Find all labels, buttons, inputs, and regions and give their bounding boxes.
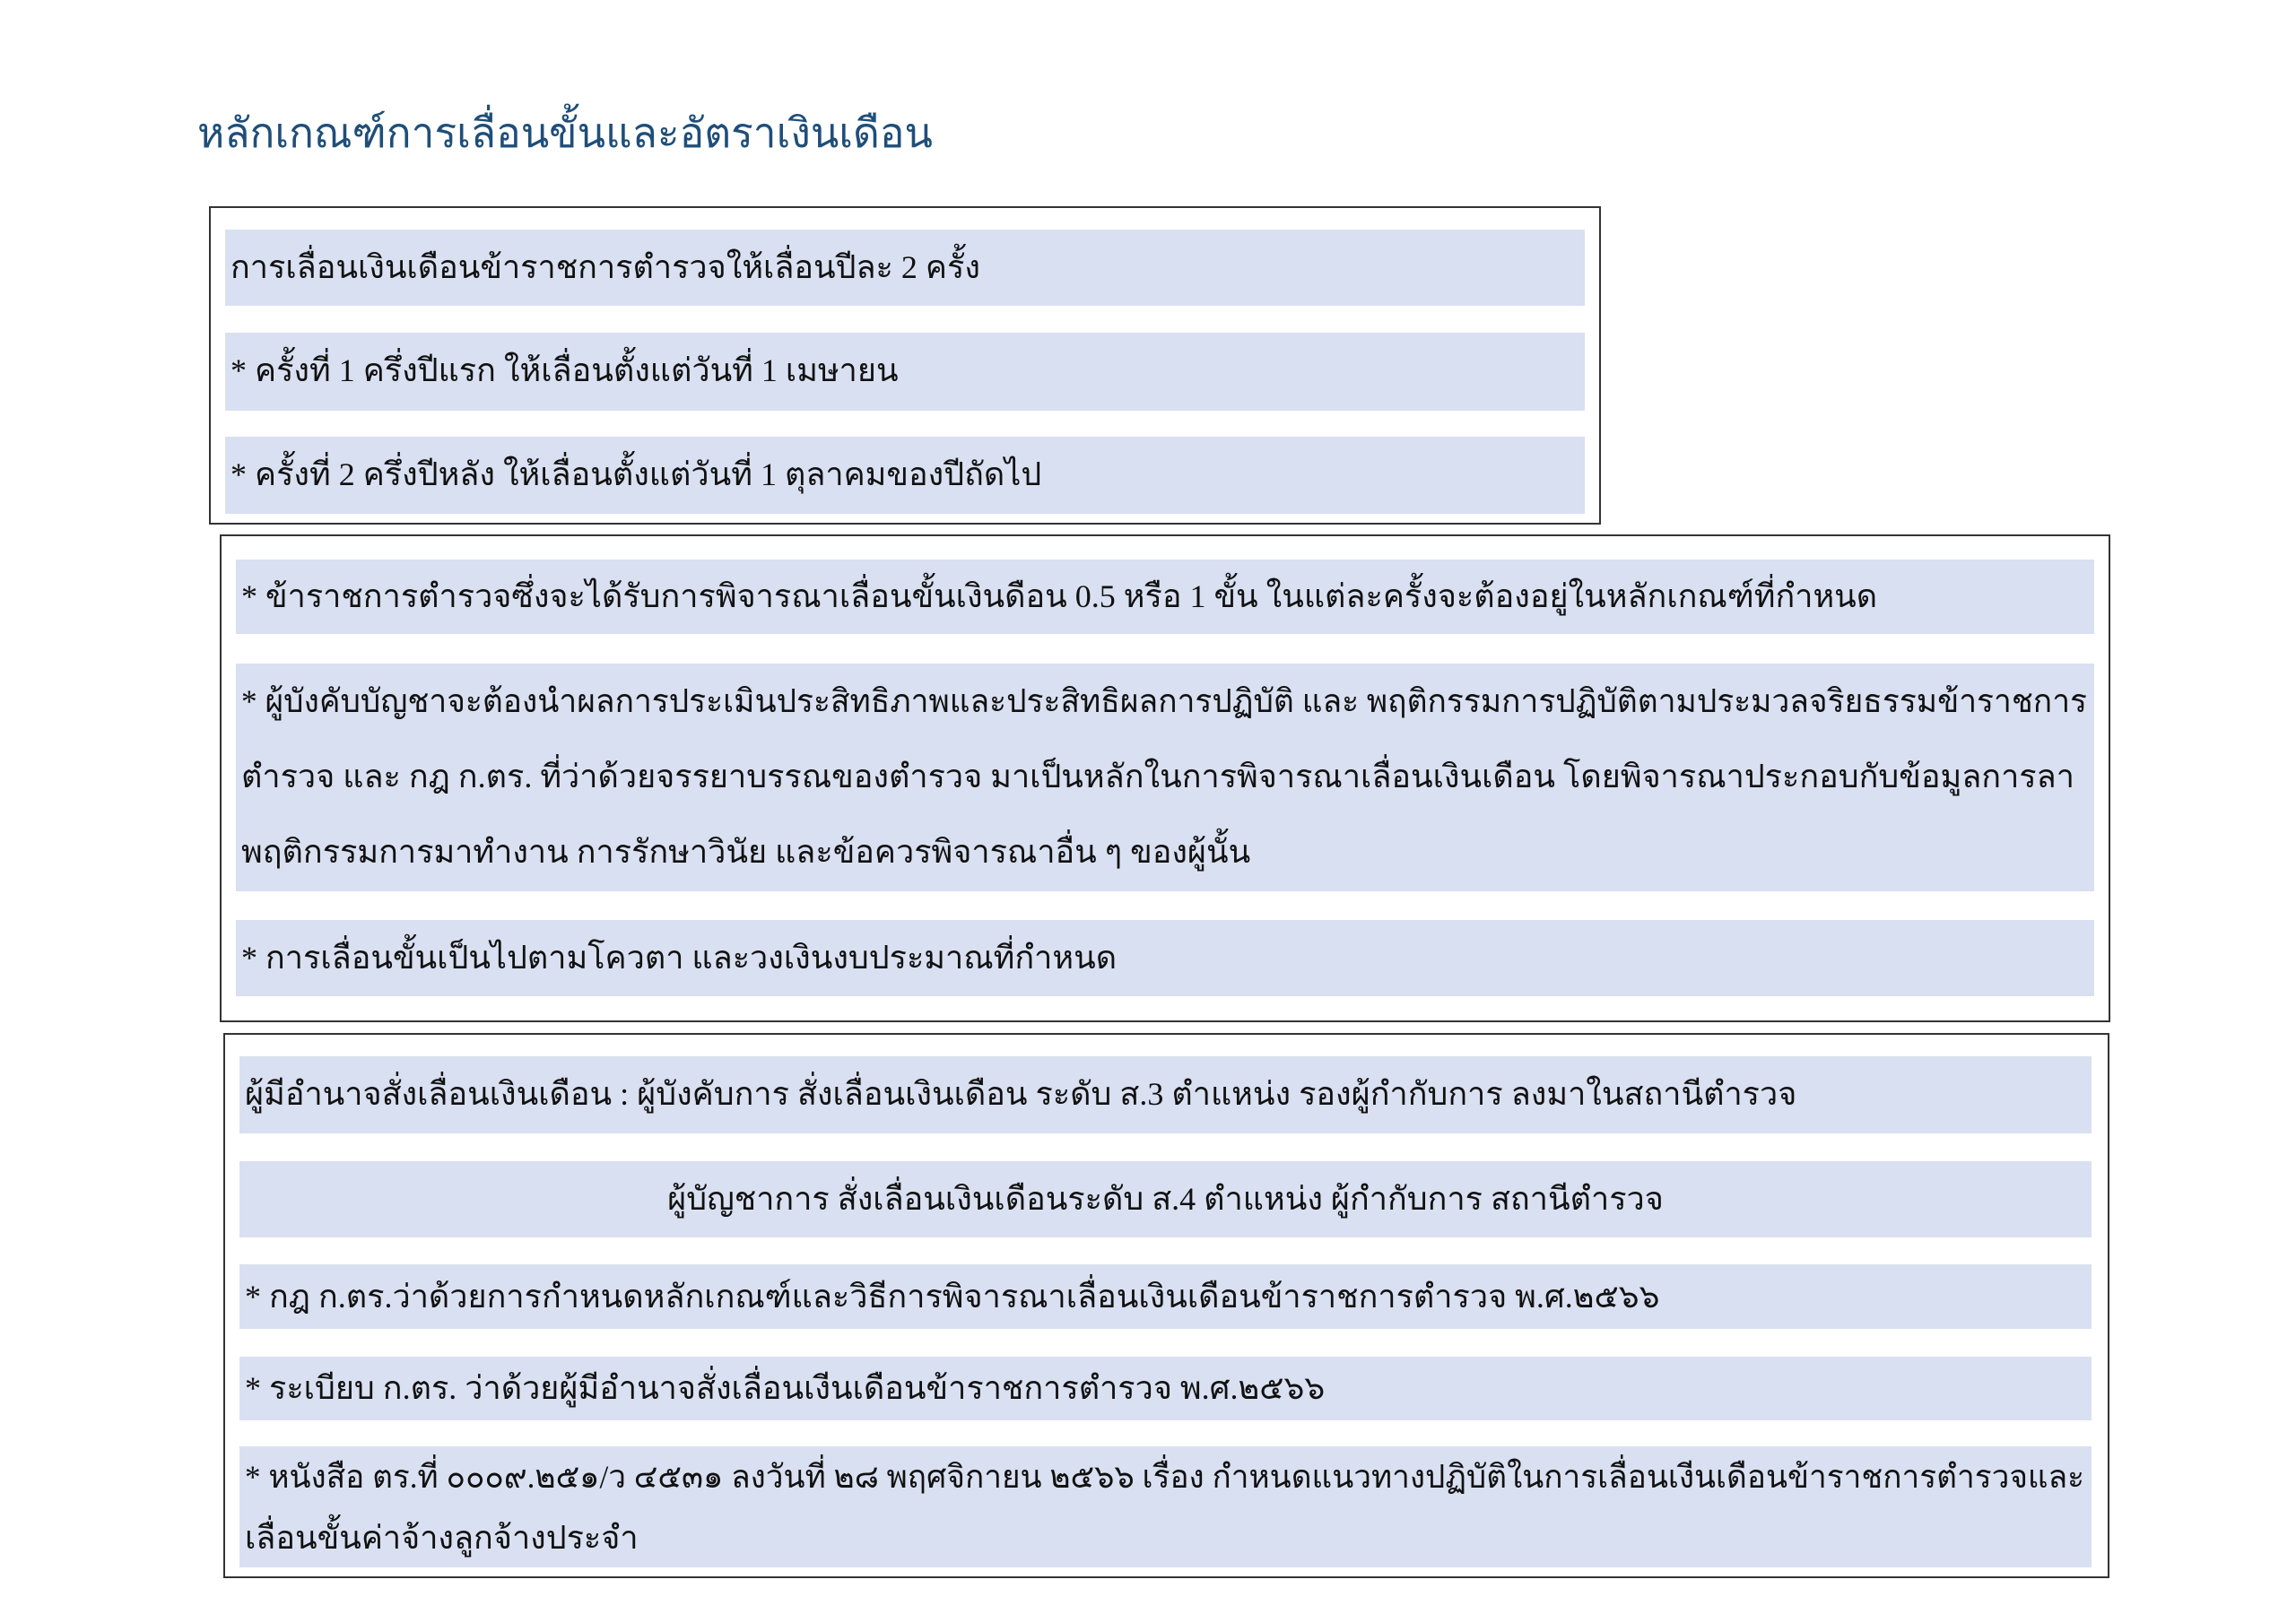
schedule-intro-band	[225, 230, 1585, 306]
criteria-evaluation-line: ตำรวจ และ กฎ ก.ตร. ที่ว่าด้วยจรรยาบรรณของตำรวจ มาเป็นหลักในการพิจารณาเลื่อนเงินเดือน โดยพิจารณาประกอบกับข้อมูลการลา	[241, 759, 2074, 794]
reference-letter	[239, 1446, 2092, 1567]
authority-commander: ผู้มีอำนาจสั่งเลื่อนเงินเดือน : ผู้บังคับการ สั่งเลื่อนเงินเดือน ระดับ ส.3 ตำแหน่ง รองผู้กำกับการ ลงมาในสถานีตำรวจ	[245, 1076, 1797, 1112]
reference-regulation-band	[239, 1357, 2092, 1420]
reference-regulation: * ระเบียบ ก.ตร. ว่าด้วยผู้มีอำนาจสั่งเลื่อนเงีนเดือนข้าราชการตำรวจ พ.ศ.๒๕๖๖	[245, 1370, 1326, 1406]
authority-commander-band	[239, 1056, 2092, 1133]
reference-letter-line: เลื่อนขั้นค่าจ้างลูกจ้างประจำ	[245, 1520, 639, 1556]
reference-letter-line: * หนังสือ ตร.ที่ ๐๐๐๙.๒๕๑/ว ๔๕๓๑ ลงวันที่ ๒๘ พฤศจิกายน ๒๕๖๖ เรื่อง กำหนดแนวทางปฏิบัติในการเลื่อนเงีนเดือนข้าราชการตำรวจและ	[245, 1459, 2084, 1495]
criteria-evaluation-line: * ผู้บังคับบัญชาจะต้องนำผลการประเมินประสิทธิภาพและประสิทธิผลการปฏิบัติ และ พฤติกรรมการปฏิบัติตามประมวลจริยธรรมข้าราชการ	[241, 683, 2087, 719]
reference-rule: * กฎ ก.ตร.ว่าด้วยการกำหนดหลักเกณฑ์และวิธีการพิจารณาเลื่อนเงินเดือนข้าราชการตำรวจ พ.ศ.๒๕๖๖	[245, 1279, 1660, 1315]
criteria-quota: * การเลื่อนขั้นเป็นไปตามโควตา และวงเงินงบประมาณที่กำหนด	[241, 940, 1118, 976]
page-title: หลักเกณฑ์การเลื่อนขั้นและอัตราเงินเดือน	[197, 109, 933, 156]
schedule-round-2-band	[225, 437, 1585, 514]
criteria-eligibility-band	[236, 560, 2094, 634]
schedule-intro: การเลื่อนเงินเดือนข้าราชการตำรวจให้เลื่อนปีละ 2 ครั้ง	[230, 249, 980, 285]
authority-commissioner: ผู้บัญชาการ สั่งเลื่อนเงินเดือนระดับ ส.4 ตำแหน่ง ผู้กำกับการ สถานีตำรวจ	[667, 1181, 1664, 1217]
schedule-round-2: * ครั้งที่ 2 ครึ่งปีหลัง ให้เลื่อนตั้งแต่วันที่ 1 ตุลาคมของปีถัดไป	[230, 456, 1042, 492]
criteria-quota-band	[236, 920, 2094, 996]
reference-rule-band	[239, 1264, 2092, 1329]
criteria-evaluation	[236, 664, 2094, 891]
authority-commissioner-band	[239, 1161, 2092, 1237]
criteria-eligibility: * ข้าราชการตำรวจซึ่งจะได้รับการพิจารณาเลื่อนขั้นเงินดือน 0.5 หรือ 1 ขั้น ในแต่ละครั้งจะต้องอยู่ในหลักเกณฑ์ที่กำหนด	[241, 578, 1878, 614]
schedule-round-1: * ครั้งที่ 1 ครึ่งปีแรก ให้เลื่อนตั้งแต่วันที่ 1 เมษายน	[230, 352, 899, 388]
schedule-round-1-band	[225, 333, 1585, 411]
criteria-evaluation-line: พฤติกรรมการมาทำงาน การรักษาวินัย และข้อควรพิจารณาอื่น ๆ ของผู้นั้น	[241, 834, 1251, 870]
